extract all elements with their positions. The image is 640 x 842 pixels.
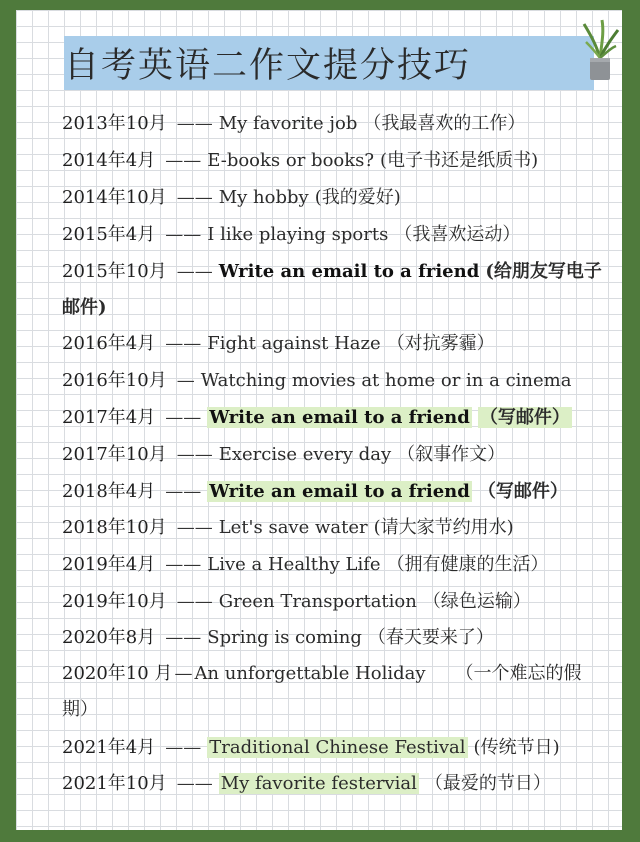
list-item [62,254,602,326]
entry-date: 2019年10月 [62,591,167,612]
grid-paper [16,10,622,830]
entry-chinese: (我的爱好) [314,187,401,208]
entry-chinese: （写邮件） [477,481,568,502]
entry-dash: —— [176,444,213,465]
entry-date: 2017年4月 [62,407,156,428]
entry-chinese: （绿色运输） [422,591,531,612]
entry-topic: Write an email to a friend [218,261,480,282]
entry-date: 2016年10月 [62,370,167,391]
entry-date: 2016年4月 [62,333,156,354]
entry-dash: —— [165,554,202,575]
entry-date: 2017年10月 [62,444,167,465]
list-item [62,553,549,577]
entry-chinese: （我最喜欢的工作） [363,113,526,134]
entry-chinese: (给朋友写电子邮件) [62,261,602,318]
entry-date: 2020年8月 [62,627,156,648]
entry-date: 2020年10 月 [62,663,173,684]
list-item [62,112,525,136]
entry-date: 2014年4月 [62,150,156,171]
entry-date: 2015年4月 [62,224,156,245]
title-band [64,36,594,90]
entry-date: 2018年10月 [62,517,167,538]
list-item [62,223,520,247]
list-item [62,516,514,540]
entry-dash: —— [176,113,213,134]
list-item [62,736,560,760]
entry-dash: —— [165,481,202,502]
list-item [62,480,568,504]
entry-dash: —— [165,333,202,354]
entry-dash: —— [165,737,202,758]
entry-topic: My favorite job [218,113,358,134]
entry-chinese: （一个难忘的假期） [62,663,582,720]
entry-topic: Exercise every day [218,444,392,465]
entry-date: 2019年4月 [62,554,156,575]
entry-date: 2013年10月 [62,113,167,134]
entry-date: 2018年4月 [62,481,156,502]
entry-date: 2021年4月 [62,737,156,758]
entry-topic: Live a Healthy Life [207,554,381,575]
entry-date: 2021年10月 [62,773,167,794]
entry-dash: —— [176,773,213,794]
entry-date: 2015年10月 [62,261,167,282]
entry-topic: Spring is coming [207,627,362,648]
entry-chinese: (传统节日) [473,737,560,758]
entry-topic: Watching movies at home or in a cinema [200,370,572,391]
entry-topic: Green Transportation [218,591,417,612]
entry-chinese: （最爱的节日） [424,773,551,794]
entry-dash: —— [176,591,213,612]
potted-plant-icon [580,18,620,84]
entry-dash: —— [176,261,213,282]
entry-topic: E-books or books? [207,150,375,171]
list-item [62,186,401,210]
entry-chinese: (电子书还是纸质书) [380,150,539,171]
entry-dash: — [174,663,193,684]
list-item [62,443,505,467]
entry-topic: My hobby [218,187,309,208]
list-item [62,406,572,430]
list-item [62,626,494,650]
entry-chinese: （拥有健康的生活） [386,554,549,575]
list-item [62,332,495,356]
entry-topic: Traditional Chinese Festival [209,737,466,758]
entry-chinese: （我喜欢运动） [394,224,521,245]
list-item [62,772,551,796]
entry-dash: — [176,370,195,391]
entry-topic: I like playing sports [207,224,389,245]
entry-chinese: (请大家节约用水) [373,517,514,538]
entry-dash: —— [165,627,202,648]
list-item [62,149,538,173]
entry-chinese: （春天要来了） [367,627,494,648]
page-title: 自考英语二作文提分技巧 [64,46,472,86]
list-item [62,656,602,728]
entry-topic: Write an email to a friend [209,481,470,502]
entry-topic: An unforgettable Holiday [194,663,426,684]
entry-chinese: （对抗雾霾） [386,333,495,354]
entry-topic: My favorite festervial [220,773,417,794]
list-item [62,590,531,614]
entry-dash: —— [165,224,202,245]
entry-date: 2014年10月 [62,187,167,208]
entry-dash: —— [176,517,213,538]
entry-chinese: （叙事作文） [397,444,506,465]
entry-topic: Write an email to a friend [209,407,470,428]
entry-dash: —— [176,187,213,208]
entry-chinese: （写邮件） [479,407,570,428]
entry-dash: —— [165,407,202,428]
entry-dash: —— [165,150,202,171]
entry-topic: Let's save water [218,517,368,538]
list-item [62,369,571,393]
entry-topic: Fight against Haze [207,333,381,354]
